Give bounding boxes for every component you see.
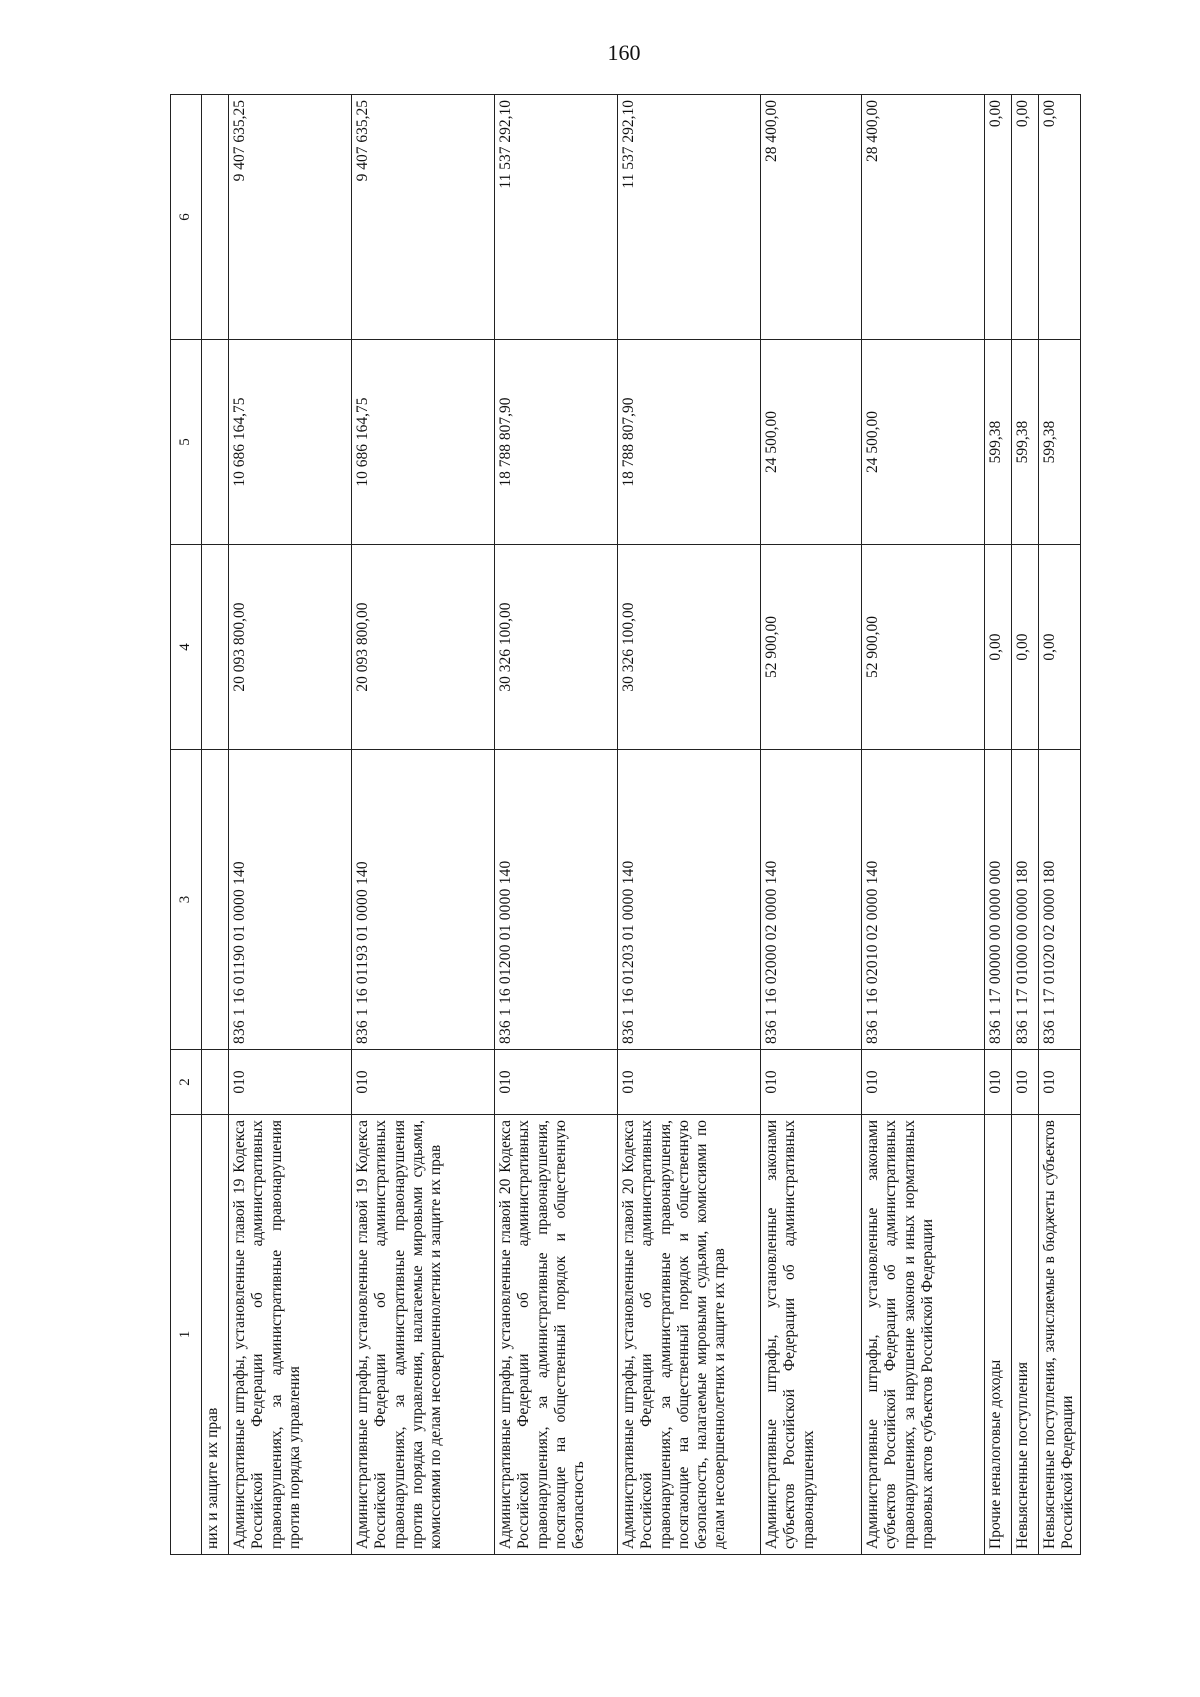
header-col-6: 6 — [171, 95, 202, 340]
row-budget-code: 836 1 17 01020 02 0000 180 — [1039, 750, 1081, 1050]
row-budget-code: 836 1 17 00000 00 0000 000 — [985, 750, 1012, 1050]
row-budget-code: 836 1 16 02000 02 0000 140 — [761, 750, 862, 1050]
row-description: Административные штрафы, установленные главой 19 Кодекса Российской Федерации об административных правонарушениях, за административные правонарушения против порядка управления — [229, 1115, 352, 1555]
row-remaining: 28 400,00 — [862, 95, 985, 340]
row-description: Административные штрафы, установленные законами субъектов Российской Федерации об административных правонарушениях, за нарушение законов и иных нормативных правовых актов субъектов Российской Федерации — [862, 1115, 985, 1555]
row-line-code: 010 — [352, 1050, 495, 1115]
row-executed: 24 500,00 — [761, 340, 862, 545]
page-number: 160 — [607, 40, 641, 65]
table-row — [1039, 95, 1081, 1555]
row-executed: 10 686 164,75 — [229, 340, 352, 545]
row-plan: 30 326 100,00 — [495, 545, 618, 750]
row-budget-code: 836 1 16 02010 02 0000 140 — [862, 750, 985, 1050]
budget-table — [170, 94, 1081, 1555]
row-budget-code: 836 1 16 01203 01 0000 140 — [618, 750, 761, 1050]
row-executed: 599,38 — [985, 340, 1012, 545]
row-plan: 0,00 — [1012, 545, 1039, 750]
row-description: Административные штрафы, установленные главой 20 Кодекса Российской Федерации об административных правонарушениях, за административные правонарушения, посягающие на общественный порядок и общественную безопасность, налагаемые мировыми судьями, комиссиями по делам несовершеннолетних и защите их прав — [618, 1115, 761, 1555]
row-line-code — [202, 1050, 229, 1115]
row-budget-code: 836 1 17 01000 00 0000 180 — [1012, 750, 1039, 1050]
row-line-code: 010 — [618, 1050, 761, 1115]
row-executed: 24 500,00 — [862, 340, 985, 545]
row-description: Административные штрафы, установленные законами субъектов Российской Федерации об административных правонарушениях — [761, 1115, 862, 1555]
row-budget-code — [202, 750, 229, 1050]
row-executed: 599,38 — [1039, 340, 1081, 545]
row-budget-code: 836 1 16 01193 01 0000 140 — [352, 750, 495, 1050]
table-row — [495, 95, 618, 1555]
row-remaining: 28 400,00 — [761, 95, 862, 340]
row-plan: 52 900,00 — [862, 545, 985, 750]
row-plan: 0,00 — [1039, 545, 1081, 750]
row-plan: 0,00 — [985, 545, 1012, 750]
table-container — [170, 95, 1100, 1555]
row-description: Административные штрафы, установленные главой 19 Кодекса Российской Федерации об административных правонарушениях, за административные правонарушения против порядка управления, налагаемые мировыми судьями, комиссиями по делам несовершеннолетних и защите их прав — [352, 1115, 495, 1555]
row-remaining: 9 407 635,25 — [229, 95, 352, 340]
row-budget-code: 836 1 16 01200 01 0000 140 — [495, 750, 618, 1050]
row-line-code: 010 — [1012, 1050, 1039, 1115]
row-budget-code: 836 1 16 01190 01 0000 140 — [229, 750, 352, 1050]
row-description: Невыясненные поступления — [1012, 1115, 1039, 1555]
row-line-code: 010 — [495, 1050, 618, 1115]
row-line-code: 010 — [1039, 1050, 1081, 1115]
header-col-2: 2 — [171, 1050, 202, 1115]
row-description: Прочие неналоговые доходы — [985, 1115, 1012, 1555]
table-row — [352, 95, 495, 1555]
row-plan — [202, 545, 229, 750]
row-executed: 18 788 807,90 — [618, 340, 761, 545]
row-remaining — [202, 95, 229, 340]
row-line-code: 010 — [862, 1050, 985, 1115]
header-col-1: 1 — [171, 1115, 202, 1555]
row-line-code: 010 — [761, 1050, 862, 1115]
rotated-table-frame — [170, 95, 1100, 1555]
header-col-3: 3 — [171, 750, 202, 1050]
row-plan: 20 093 800,00 — [352, 545, 495, 750]
row-remaining: 9 407 635,25 — [352, 95, 495, 340]
header-col-5: 5 — [171, 340, 202, 545]
table-row — [1012, 95, 1039, 1555]
row-remaining: 11 537 292,10 — [618, 95, 761, 340]
row-description: Невыясненные поступления, зачисляемые в бюджеты субъектов Российской Федерации — [1039, 1115, 1081, 1555]
row-executed: 599,38 — [1012, 340, 1039, 545]
table-row — [229, 95, 352, 1555]
row-plan: 30 326 100,00 — [618, 545, 761, 750]
table-row — [985, 95, 1012, 1555]
row-remaining: 0,00 — [1039, 95, 1081, 340]
row-description: Административные штрафы, установленные главой 20 Кодекса Российской Федерации об административных правонарушениях, за административные правонарушения, посягающие на общественный порядок и общественную безопасность — [495, 1115, 618, 1555]
header-col-4: 4 — [171, 545, 202, 750]
header-row — [171, 95, 202, 1555]
row-remaining: 0,00 — [985, 95, 1012, 340]
row-remaining: 0,00 — [1012, 95, 1039, 340]
row-executed — [202, 340, 229, 545]
table-row — [761, 95, 862, 1555]
row-executed: 10 686 164,75 — [352, 340, 495, 545]
row-line-code: 010 — [985, 1050, 1012, 1115]
table-row — [618, 95, 761, 1555]
row-plan: 20 093 800,00 — [229, 545, 352, 750]
row-plan: 52 900,00 — [761, 545, 862, 750]
row-executed: 18 788 807,90 — [495, 340, 618, 545]
row-description: них и защите их прав — [202, 1115, 229, 1555]
row-line-code: 010 — [229, 1050, 352, 1115]
row-remaining: 11 537 292,10 — [495, 95, 618, 340]
table-row-continuation — [202, 95, 229, 1555]
table-row — [862, 95, 985, 1555]
